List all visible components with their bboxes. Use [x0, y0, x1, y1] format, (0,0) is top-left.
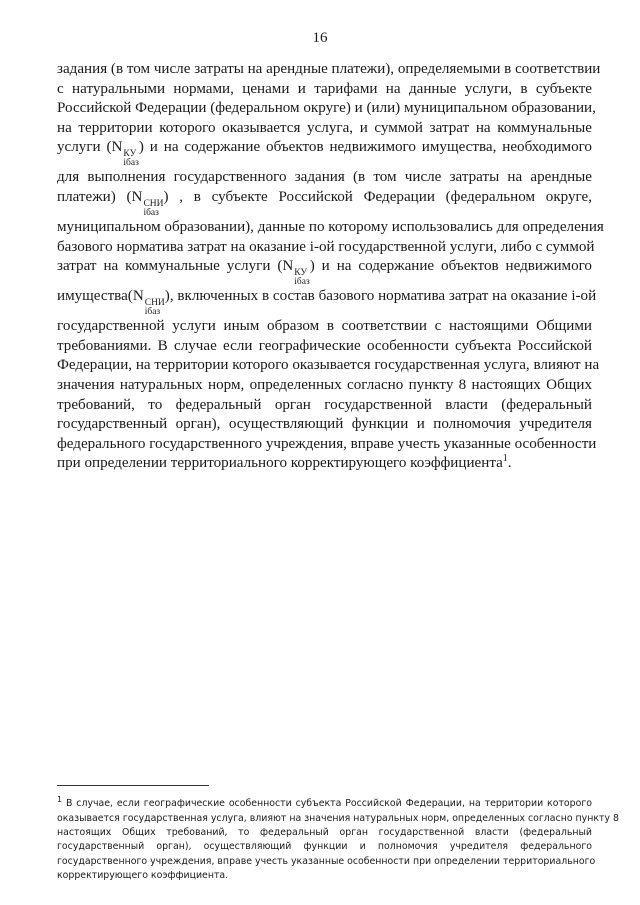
body-line: на территории которого оказывается услуга, и суммой затрат на коммунальные [57, 119, 592, 136]
formula-n-sni [132, 288, 165, 318]
formula-superscript: КУ [123, 149, 137, 160]
body-line: государственной услуги иным образом в соответствии с настоящими Общими [57, 318, 592, 335]
body-line: федерального государственного учреждения, вправе учесть указанные особенности [57, 435, 597, 452]
body-line [57, 138, 592, 168]
body-text-segment: платежи) ( [57, 188, 132, 205]
formula-superscript: СНИ [144, 298, 165, 309]
body-paragraph [57, 60, 604, 474]
body-text-segment: при определении территориального корректирующего коэффициента [57, 455, 503, 472]
footnote-line: государственного учреждения, вправе учесть указанные особенности при определении территориального [57, 855, 596, 867]
body-line: значения натуральных норм, определенных согласно пункту 8 настоящих Общих [57, 376, 592, 393]
body-line: для выполнения государственного задания (в том числе затраты на арендные [57, 169, 592, 186]
body-line [57, 188, 592, 218]
footnote-reference[interactable]: 1 [502, 453, 508, 465]
formula-superscript: КУ [294, 268, 308, 279]
footnote-line [57, 793, 592, 812]
formula-n-ku [111, 139, 139, 169]
formula-symbol: N [131, 188, 143, 205]
footnote-line: настоящих Общих требований, то федеральный орган государственной власти (федеральный [57, 826, 592, 838]
footnote [57, 793, 619, 884]
footnote-mark: 1 [57, 795, 63, 804]
formula-superscript: СНИ [143, 198, 164, 209]
body-line: задания (в том числе затраты на арендные платежи), определяемыми в соответствии [57, 61, 601, 77]
formula-subscript: iбаз [294, 277, 310, 288]
body-line [57, 257, 592, 287]
formula-symbol: N [282, 258, 294, 275]
body-line: при определении территориального корректирующего коэффициента$^1$. [57, 453, 512, 472]
body-line: Российской Федерации (федеральном округе) и (или) муниципальном образовании, [57, 100, 596, 117]
formula-n-sni [131, 188, 164, 218]
body-line: требованиями. В случае если географические особенности субъекта Российской [57, 337, 592, 354]
body-text-segment: ) , в субъекте Российской Федерации (федеральном округе, [163, 188, 593, 205]
formula-subscript: iбаз [144, 307, 161, 318]
footnote-line: корректирующего коэффициента. [57, 870, 229, 882]
formula-n-ku [282, 258, 310, 288]
body-text-segment: ), включенных в состав базового норматива затрат на оказание i-ой [164, 288, 597, 305]
body-line: базового норматива затрат на оказание i-ой государственной услуги, либо с суммой [57, 238, 595, 255]
formula-symbol: N [132, 288, 144, 305]
footnote-text-segment: В случае, если географические особенности субъекта Российской Федерации, на территории которого [62, 798, 592, 810]
body-line: государственный орган), осуществляющий функции и полномочия учредителя [57, 416, 592, 433]
footnote-line: государственный орган), осуществляющий функции и полномочия учредителя федерального [57, 841, 592, 853]
footnote-divider [57, 785, 209, 786]
page-number: 16 [312, 30, 328, 46]
body-text-segment: ) и на содержание объектов недвижимого имущества, необходимого [138, 139, 592, 156]
body-text-segment: затрат на коммунальные услуги ( [57, 258, 283, 275]
body-line: Федерации, на территории которого оказывается государственная услуга, влияют на [57, 357, 600, 374]
body-text-segment: имущества( [57, 288, 133, 305]
body-line [57, 287, 597, 318]
body-text-segment: услуги ( [57, 139, 112, 156]
body-text-segment: ) и на содержание объектов недвижимого [309, 258, 592, 275]
footnote-line: оказывается государственная услуга, влияют на значения натуральных норм, определенных согласно пункту 8 [57, 812, 619, 824]
formula-subscript: iбаз [123, 158, 139, 169]
body-line: с натуральными нормами, ценами и тарифами на данные услуги, в субъекте [57, 80, 592, 97]
formula-subscript: iбаз [143, 207, 159, 218]
body-line: муниципальном образовании), данные по которому использовались для определения [57, 218, 604, 235]
formula-symbol: N [111, 139, 123, 156]
body-line: требований, то федеральный орган государственной власти (федеральный [57, 396, 592, 413]
